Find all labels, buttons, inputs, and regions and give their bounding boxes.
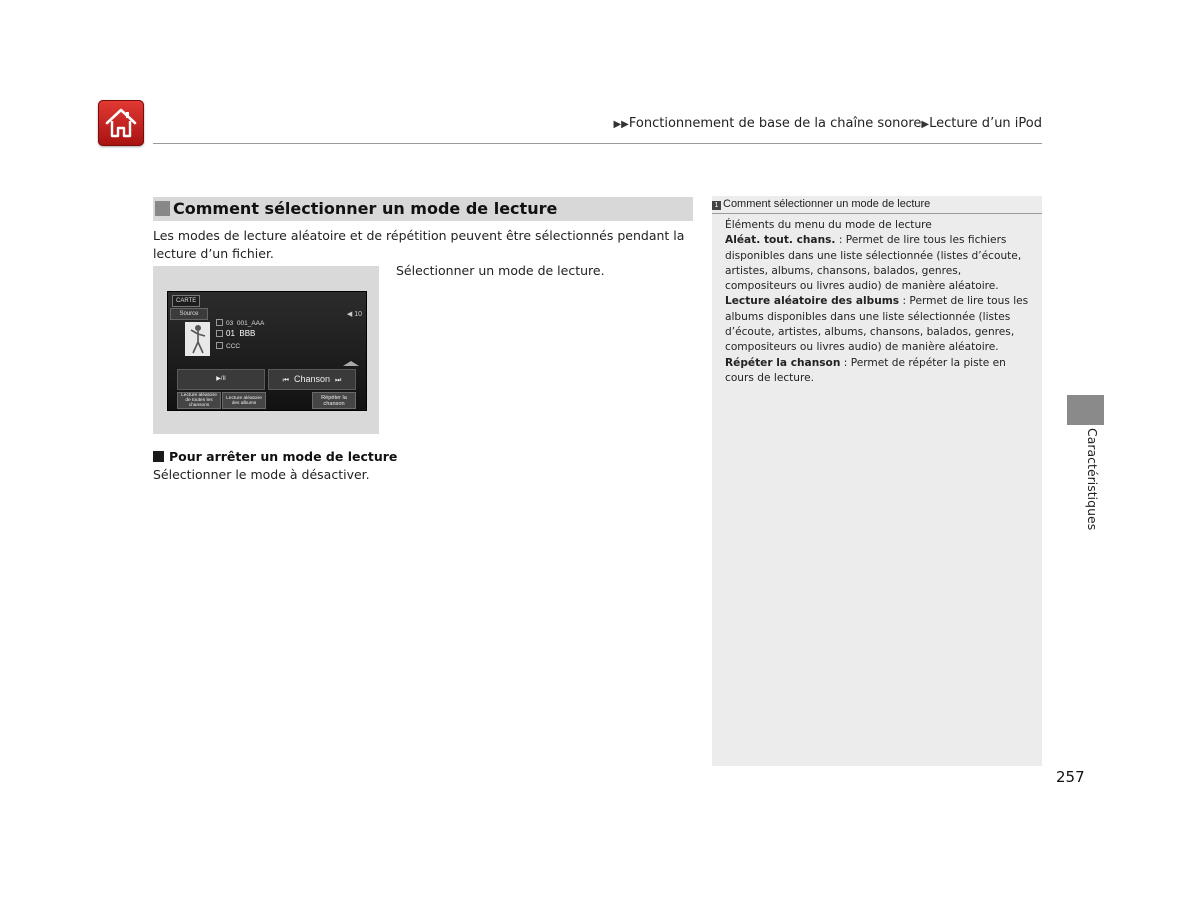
- media-line-folder: 03 001_AAA: [216, 319, 264, 327]
- track-control: ⏮ Chanson ⏭: [268, 369, 356, 390]
- skip-back-icon: ⏮: [282, 377, 289, 384]
- triangle-right-icon: ▶▶: [613, 119, 629, 130]
- note-item: Aléat. tout. chans. : Permet de lire tous les fichiers disponibles dans une liste sélectionnée (listes d’écoute, artistes, albums, chansons, balados, genres, compositeurs ou livres audio) de manière aléatoire.: [725, 234, 1022, 293]
- random-all-songs-button: Lecture aléatoire de toutes les chansons: [177, 392, 221, 409]
- track-count: ◀ 10: [346, 311, 362, 318]
- section-intro: Les modes de lecture aléatoire et de répétition peuvent être sélectionnés pendant la lecture d’un fichier.: [153, 228, 685, 261]
- screen-illustration: [153, 266, 379, 434]
- skip-forward-icon: ⏭: [335, 377, 342, 384]
- album-art: [185, 322, 210, 356]
- media-line-track: 01 BBB: [216, 329, 255, 338]
- note-item: Lecture aléatoire des albums : Permet de lire tous les albums disponibles dans une liste sélectionnée (listes d’écoute, artistes, albums, chansons, balados, genres, compositeurs ou livres audio) de manière aléatoire.: [725, 295, 1029, 354]
- note-intro: Éléments du menu du mode de lecture: [725, 219, 932, 231]
- subsection-body: Sélectionner le mode à désactiver.: [153, 467, 370, 482]
- section-square-icon: [155, 201, 170, 216]
- note-body: [725, 218, 1035, 386]
- folder-icon: [216, 319, 223, 326]
- subsection-title: Pour arrêter un mode de lecture: [153, 449, 397, 464]
- breadcrumb: [560, 116, 1042, 131]
- chapter-label: Caractéristiques: [1085, 428, 1100, 531]
- chevron-up-icon: [343, 361, 359, 366]
- section-title: Comment sélectionner un mode de lecture: [173, 199, 558, 218]
- carte-button: CARTE: [172, 295, 200, 307]
- page-number: 257: [1056, 768, 1085, 786]
- section-heading: [153, 197, 693, 221]
- side-note: [712, 196, 1042, 766]
- random-albums-button: Lecture aléatoire des albums: [222, 392, 266, 409]
- artist-icon: [216, 342, 223, 349]
- breadcrumb-item[interactable]: Lecture d’un iPod: [929, 116, 1042, 131]
- repeat-song-button: Répéter la chanson: [312, 392, 356, 409]
- triangle-right-icon: ▶: [921, 119, 930, 130]
- header-divider: [153, 143, 1042, 144]
- breadcrumb-item[interactable]: Fonctionnement de base de la chaîne sonore: [628, 116, 922, 131]
- note-title: 1 Comment sélectionner un mode de lecture: [712, 196, 1042, 214]
- track-icon: ◀: [346, 311, 353, 318]
- home-icon: [104, 106, 138, 140]
- reference-icon: 1: [712, 201, 721, 210]
- media-line-artist: CCC: [216, 342, 240, 350]
- home-button[interactable]: [98, 100, 144, 146]
- square-bullet-icon: [153, 451, 164, 462]
- note-item: Répéter la chanson : Permet de répéter la piste en cours de lecture.: [725, 356, 1006, 384]
- source-button: Source: [170, 308, 208, 320]
- play-pause-button: ▶/II: [177, 369, 265, 390]
- track-icon: [216, 330, 223, 337]
- audio-screen: [167, 291, 367, 411]
- chapter-tab[interactable]: [1067, 395, 1104, 425]
- screen-caption: Sélectionner un mode de lecture.: [396, 263, 605, 278]
- album-art-icon: [185, 322, 210, 356]
